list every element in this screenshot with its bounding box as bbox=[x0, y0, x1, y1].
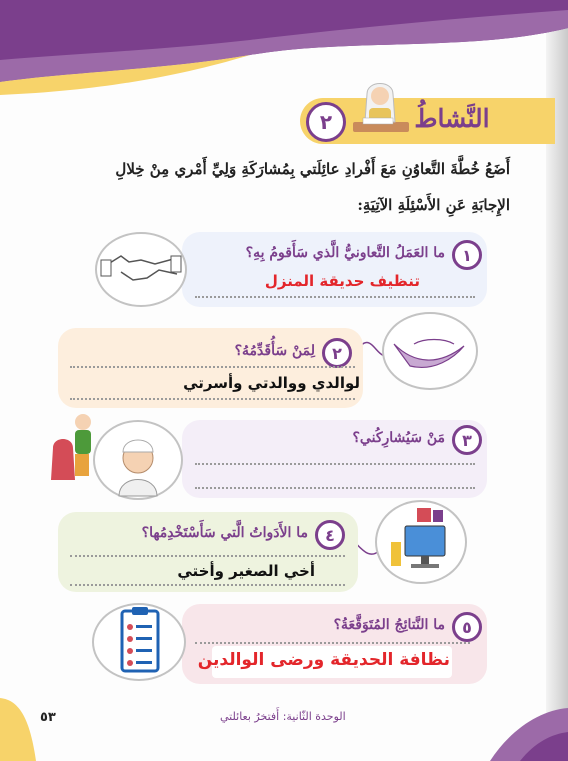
answer-line bbox=[70, 584, 345, 586]
question-text-1: ما العَمَلُ التَّعاونيُّ الَّذي سَأَقومُ بِهِ؟ bbox=[245, 245, 445, 261]
answer-2: لوالدي ووالدتي وأسرتي bbox=[183, 374, 360, 392]
handshake-icon bbox=[97, 234, 185, 305]
handshake-icon-circle bbox=[95, 232, 187, 307]
question-card-4 bbox=[58, 512, 358, 592]
family-illustration bbox=[45, 410, 100, 485]
question-number-5: ٥ bbox=[452, 612, 482, 642]
question-number-3: ٣ bbox=[452, 425, 482, 455]
intro-line-2: الإِجابَةِ عَنِ الأَسْئِلَةِ الآتِيَةِ: bbox=[357, 196, 510, 214]
intro-line-1: أَضَعُ خُطَّةَ التَّعاوُنِ مَعَ أَفْرادِ عائِلَتي بِمُشارَكَةِ وَلِيِّ أَمْري مِنْ خِلالِ bbox=[115, 160, 510, 178]
answer-line bbox=[195, 296, 475, 298]
question-text-3: مَنْ سَيُشارِكُني؟ bbox=[352, 430, 445, 446]
question-card-2 bbox=[58, 328, 363, 408]
footer-decoration bbox=[0, 690, 568, 761]
boy-icon bbox=[95, 422, 181, 498]
computer-icon-circle bbox=[375, 500, 467, 584]
answer-5: نظافة الحديقة ورضى الوالدين bbox=[197, 650, 450, 670]
answer-line bbox=[70, 555, 345, 557]
question-number-1: ١ bbox=[452, 240, 482, 270]
question-number-4: ٤ bbox=[315, 520, 345, 550]
computer-icon bbox=[377, 502, 465, 582]
question-text-4: ما الأَدَواتُ الَّتي سَأَسْتَخْدِمُها؟ bbox=[141, 525, 308, 541]
giving-hand-icon bbox=[384, 314, 476, 388]
question-number-2: ٢ bbox=[322, 338, 352, 368]
footer-unit-title: الوحدة الثّانية: أَفتخرُ بعائلتي bbox=[220, 710, 346, 723]
activity-title: النَّشاطُ bbox=[414, 104, 490, 133]
answer-1: تنظيف حديقة المنزل bbox=[264, 272, 420, 290]
answer-line bbox=[195, 642, 470, 644]
answer-line bbox=[195, 487, 475, 489]
question-text-2: لِمَنْ سَأُقَدِّمُهُ؟ bbox=[234, 343, 315, 359]
giving-hand-icon-circle bbox=[382, 312, 478, 390]
answer-line bbox=[195, 463, 475, 465]
answer-4: أخي الصغير وأختي bbox=[177, 562, 315, 580]
clipboard-icon-circle bbox=[92, 603, 186, 681]
boy-icon-circle bbox=[93, 420, 183, 500]
clipboard-icon bbox=[94, 605, 184, 679]
answer-line bbox=[70, 398, 355, 400]
page-number: ٥٣ bbox=[40, 710, 56, 725]
question-text-5: ما النَّتائِجُ المُتَوَقَّعَةُ؟ bbox=[333, 617, 445, 633]
answer-line bbox=[70, 366, 355, 368]
activity-number: ٢ bbox=[306, 102, 346, 142]
